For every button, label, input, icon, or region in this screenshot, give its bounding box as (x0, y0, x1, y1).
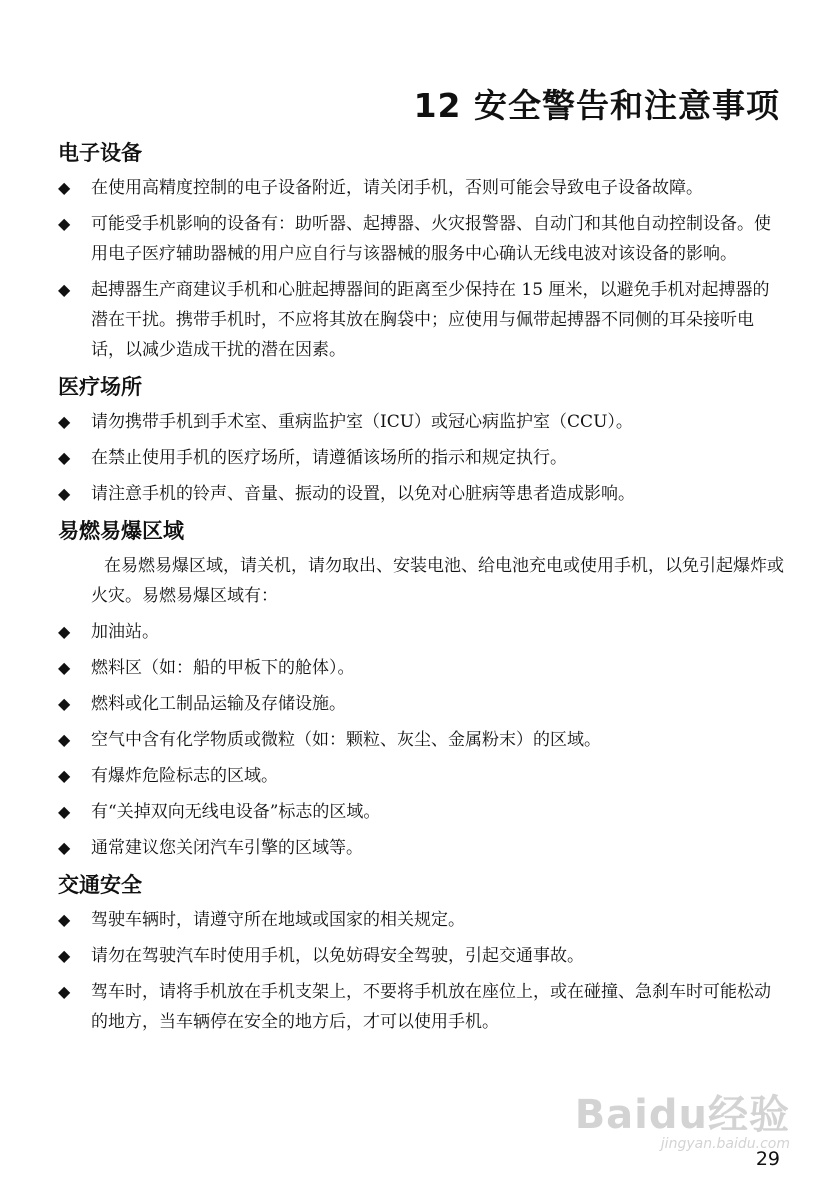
list-item-text: 请勿在驾驶汽车时使用手机，以免妨碍安全驾驶，引起交通事故。 (91, 946, 584, 966)
list-item (58, 173, 786, 203)
list-item (58, 761, 786, 791)
diamond-bullet-icon: ◆ (58, 622, 71, 641)
watermark-url: jingyan.baidu.com (660, 1136, 790, 1152)
diamond-bullet-icon: ◆ (58, 766, 71, 785)
diamond-bullet-icon: ◆ (58, 448, 71, 467)
list-item-text: 请勿携带手机到手术室、重病监护室（ICU）或冠心病监护室（CCU）。 (91, 412, 633, 432)
bullet-list (58, 617, 786, 863)
diamond-bullet-icon: ◆ (58, 694, 71, 713)
section-heading: 电子设备 (58, 141, 142, 165)
list-item-text: 有“关掉双向无线电设备”标志的区域。 (91, 802, 381, 822)
bullet-list (58, 173, 786, 365)
list-item-text: 加油站。 (91, 622, 159, 642)
page-number: 29 (755, 1148, 780, 1170)
list-item (58, 833, 786, 863)
section-heading: 交通安全 (58, 873, 142, 897)
list-item-text: 驾驶车辆时，请遵守所在地域或国家的相关规定。 (91, 910, 465, 930)
diamond-bullet-icon: ◆ (58, 910, 71, 929)
list-item-text: 在使用高精度控制的电子设备附近，请关闭手机，否则可能会导致电子设备故障。 (91, 178, 703, 198)
list-item (58, 941, 786, 971)
diamond-bullet-icon: ◆ (58, 484, 71, 503)
list-item-text: 有爆炸危险标志的区域。 (91, 766, 278, 786)
list-item (58, 977, 786, 1037)
list-item-text: 驾车时，请将手机放在手机支架上，不要将手机放在座位上，或在碰撞、急刹车时可能松动的地方，当车辆停在安全的地方后，才可以使用手机。 (91, 982, 771, 1032)
list-item-text: 起搏器生产商建议手机和心脏起搏器间的距离至少保持在 15 厘米，以避免手机对起搏器的潜在干扰。携带手机时，不应将其放在胸袋中；应使用与佩带起搏器不同侧的耳朵接听电话，以减少造成干扰的潜在因素。 (91, 280, 770, 360)
section-traffic-safety (58, 869, 786, 1037)
section-intro: 在易燃易爆区域，请关机，请勿取出、安装电池、给电池充电或使用手机，以免引起爆炸或火灾。易燃易爆区域有： (91, 556, 784, 606)
list-item (58, 479, 786, 509)
section-explosive-areas (58, 515, 786, 863)
list-item (58, 209, 786, 269)
chapter-title: 12 安全警告和注意事项 (413, 86, 780, 125)
section-electronic-devices (58, 137, 786, 365)
diamond-bullet-icon: ◆ (58, 280, 71, 299)
list-item (58, 443, 786, 473)
diamond-bullet-icon: ◆ (58, 214, 71, 233)
section-heading: 易燃易爆区域 (58, 519, 184, 543)
diamond-bullet-icon: ◆ (58, 802, 71, 821)
list-item-text: 燃料或化工制品运输及存储设施。 (91, 694, 346, 714)
list-item (58, 797, 786, 827)
diamond-bullet-icon: ◆ (58, 178, 71, 197)
section-heading: 医疗场所 (58, 375, 142, 399)
diamond-bullet-icon: ◆ (58, 658, 71, 677)
baidu-watermark (575, 1094, 790, 1152)
list-item-text: 请注意手机的铃声、音量、振动的设置，以免对心脏病等患者造成影响。 (91, 484, 635, 504)
list-item-text: 燃料区（如：船的甲板下的舱体）。 (91, 658, 355, 678)
list-item (58, 689, 786, 719)
list-item-text: 通常建议您关闭汽车引擎的区域等。 (91, 838, 363, 858)
section-medical-facilities (58, 371, 786, 509)
diamond-bullet-icon: ◆ (58, 982, 71, 1001)
list-item-text: 在禁止使用手机的医疗场所，请遵循该场所的指示和规定执行。 (91, 448, 567, 468)
list-item-text: 可能受手机影响的设备有：助听器、起搏器、火灾报警器、自动门和其他自动控制设备。使用电子医疗辅助器械的用户应自行与该器械的服务中心确认无线电波对该设备的影响。 (91, 214, 771, 264)
watermark-logo: Baidu经验 (574, 1092, 790, 1138)
bullet-list (58, 905, 786, 1037)
list-item-text: 空气中含有化学物质或微粒（如：颗粒、灰尘、金属粉末）的区域。 (91, 730, 601, 750)
diamond-bullet-icon: ◆ (58, 412, 71, 431)
list-item (58, 275, 786, 365)
list-item (58, 407, 786, 437)
diamond-bullet-icon: ◆ (58, 946, 71, 965)
content (58, 137, 786, 1043)
diamond-bullet-icon: ◆ (58, 730, 71, 749)
bullet-list (58, 407, 786, 509)
list-item (58, 725, 786, 755)
list-item (58, 905, 786, 935)
list-item (58, 617, 786, 647)
diamond-bullet-icon: ◆ (58, 838, 71, 857)
list-item (58, 653, 786, 683)
